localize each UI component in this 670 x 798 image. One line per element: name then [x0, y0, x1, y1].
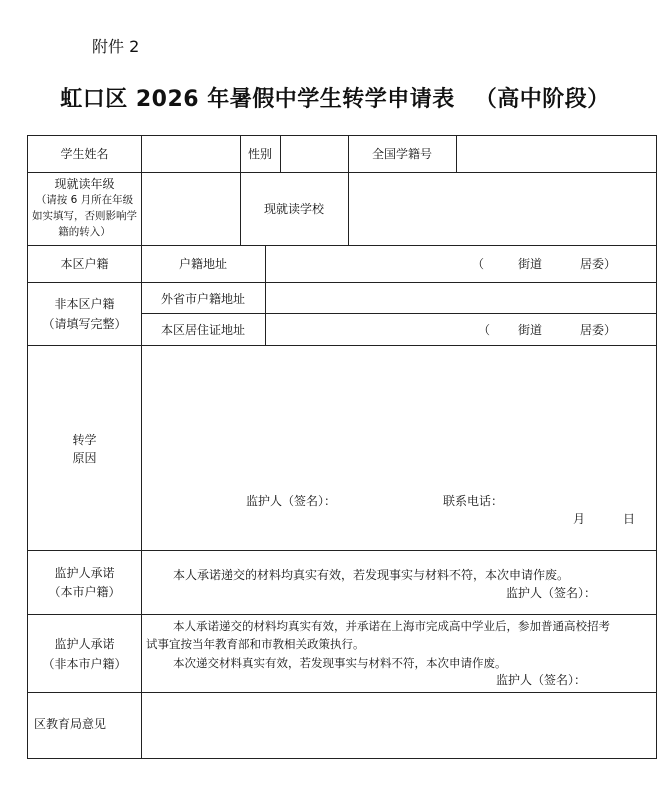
- row-divider: [28, 614, 656, 615]
- other-province-address-field[interactable]: [266, 283, 655, 312]
- attachment-label: 附件 2: [92, 37, 140, 56]
- application-form: [27, 135, 657, 759]
- household-address-label: 户籍地址: [178, 257, 227, 271]
- grade-note: 籍的转入）: [58, 226, 111, 238]
- paren-open: （: [478, 323, 491, 337]
- student-name-label: 学生姓名: [60, 147, 109, 161]
- current-school-label: 现就读学校: [263, 202, 324, 216]
- household-address-field[interactable]: [266, 246, 486, 281]
- district-opinion-label: 区教育局意见: [34, 717, 107, 731]
- day-label: 日: [623, 512, 636, 526]
- district-opinion-field[interactable]: [144, 695, 656, 757]
- grade-label: 现就读年级: [54, 177, 115, 191]
- guardian-sign-label: 监护人（签名）：: [496, 673, 587, 687]
- local-household-label: 本区户籍: [60, 257, 109, 271]
- month-label: 月: [573, 512, 586, 526]
- promise-text-nonlocal: 本人承诺递交的材料均真实有效，并承诺在上海市完成高中学业后，参加普通高校招考: [173, 619, 610, 633]
- other-province-address-label: 外省市户籍地址: [160, 292, 245, 306]
- street-label: 街道: [518, 323, 543, 337]
- guardian-promise-nonlocal-note: （非本市户籍）: [42, 657, 127, 671]
- transfer-reason-label: 原因: [72, 451, 97, 465]
- guardian-promise-local-label: 监护人承诺: [54, 566, 115, 580]
- row-divider: [28, 692, 656, 693]
- grade-note: 如实填写，否则影响学: [32, 210, 137, 222]
- committee-label: 居委）: [580, 323, 617, 337]
- nonlocal-household-note: （请填写完整）: [42, 317, 127, 331]
- student-id-label: 全国学籍号: [371, 147, 432, 161]
- guardian-promise-local-note: （本市户籍）: [48, 585, 121, 599]
- student-name-field[interactable]: [142, 137, 239, 171]
- committee-label: 居委）: [580, 257, 617, 271]
- title-main: 虹口区 2026 年暑假中学生转学申请表: [60, 87, 455, 112]
- gender-label: 性别: [247, 147, 272, 161]
- title-sub: （高中阶段）: [474, 87, 610, 112]
- guardian-sign-label: 监护人（签名）：: [246, 494, 337, 508]
- grade-note: （请按 6 月所在年级: [35, 194, 134, 206]
- page-title: [0, 82, 670, 113]
- residence-permit-address-label: 本区居住证地址: [160, 323, 245, 337]
- gender-field[interactable]: [281, 137, 347, 171]
- promise-text-nonlocal: 本次递交材料真实有效，若发现事实与材料不符，本次申请作废。: [173, 656, 507, 670]
- phone-label: 联系电话：: [443, 494, 504, 508]
- promise-text-nonlocal: 试事宜按当年教育部和市教相关政策执行。: [146, 637, 365, 651]
- nonlocal-household-label: 非本区户籍: [54, 297, 115, 311]
- residence-permit-address-field[interactable]: [266, 314, 486, 344]
- transfer-reason-field[interactable]: [144, 348, 656, 482]
- current-school-field[interactable]: [349, 173, 655, 244]
- guardian-promise-nonlocal-label: 监护人承诺: [54, 637, 115, 651]
- student-id-field[interactable]: [457, 137, 655, 171]
- row-divider: [28, 550, 656, 551]
- guardian-sign-label: 监护人（签名）：: [506, 586, 597, 600]
- transfer-reason-label: 转学: [72, 433, 97, 447]
- row-divider: [28, 345, 656, 346]
- paren-open: （: [472, 257, 485, 271]
- street-label: 街道: [518, 257, 543, 271]
- promise-text-local: 本人承诺递交的材料均真实有效，若发现事实与材料不符，本次申请作废。: [173, 568, 570, 582]
- grade-field[interactable]: [142, 173, 239, 244]
